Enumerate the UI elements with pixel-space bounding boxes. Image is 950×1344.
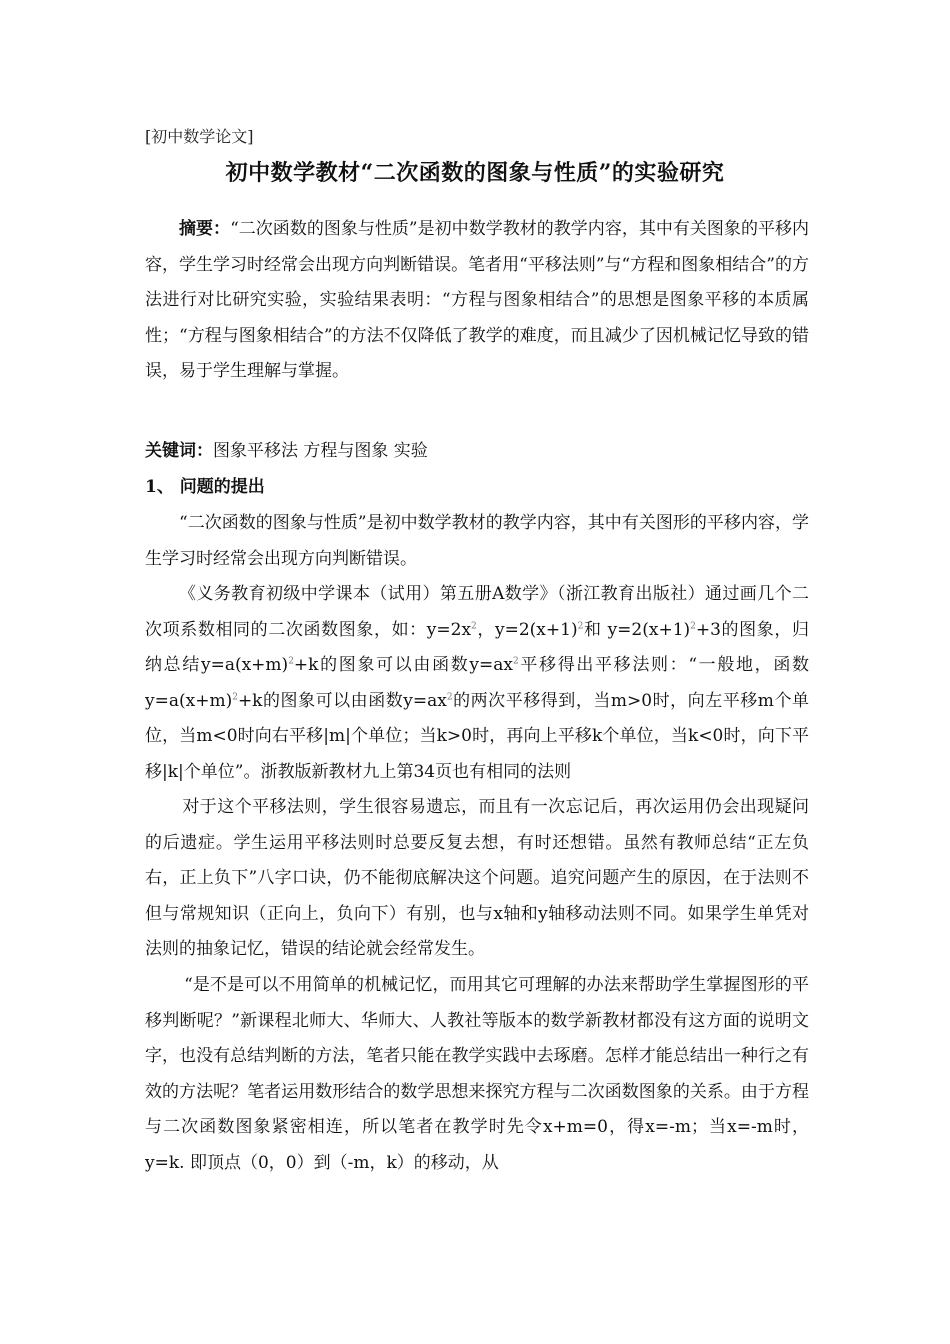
p2-text: +3的图象，归纳总结y=a(x+m): [145, 619, 810, 675]
p2-text: 和 y=2(x+1): [583, 619, 691, 640]
keywords-text: 图象平移法 方程与图象 实验: [213, 441, 428, 461]
keywords-line: [145, 434, 809, 470]
superscript: 2: [512, 656, 519, 667]
keywords-label: 关键词：: [145, 441, 213, 461]
paragraph-1: “二次函数的图象与性质”是初中数学教材的教学内容，其中有关图形的平移内容，学生学习时经常会出现方向判断错误。: [145, 513, 809, 569]
superscript: 2: [471, 620, 477, 631]
section-heading: 1、 问题的提出: [145, 477, 265, 497]
page-title: 初中数学教材“二次函数的图象与性质”的实验研究: [225, 160, 725, 186]
p2-text: ，y=2(x+1): [476, 619, 578, 640]
paragraph-4: “是不是可以不用简单的机械记忆，而用其它可理解的办法来帮助学生掌握图形的平移判断呢？”新课程北师大、华师大、人教社等版本的数学新教材都没有这方面的说明文字，也没有总结判断的方法，笔者只能在教学实践中去琢磨。怎样才能总结出一种行之有效的方法呢？笔者运用数形结合的数学思想来探究方程与二次函数图象的关系。由于方程与二次函数图象紧密相连，所以笔者在教学时先令x+m=0，得x=-m；当x=-m时，y=k. 即顶点（0，0）到（-m，k）的移动，从: [145, 975, 809, 1173]
superscript: 2: [690, 620, 696, 631]
superscript: 2: [288, 656, 294, 667]
superscript: 2: [446, 691, 453, 702]
paragraph-2: [145, 577, 809, 790]
p2-text: 《义务教育初级中学课本（试用）第五册A数学》（浙江教育出版社）通过画几个二次项系数相同的二次函数图象，如：y=2x: [145, 584, 809, 640]
p2-text: 平移得出平移法则：“一般地，函数y=a(x+m): [145, 655, 809, 711]
paragraph-3: 对于这个平移法则，学生很容易遗忘，而且有一次忘记后，再次运用仍会出现疑问的后遗症。学生运用平移法则时总要反复去想，有时还想错。虽然有教师总结“正左负右，正上负下”八字口诀，仍不能彻底解决这个问题。追究问题产生的原因，在于法则不但与常规知识（正向上，负向下）有别，也与x轴和y轴移动法则不同。如果学生单凭对法则的抽象记忆，错误的结论就会经常发生。: [145, 797, 809, 959]
superscript: 2: [232, 691, 238, 702]
p2-text: 的两次平移得到，当m>0时，向左平移m个单位，当m<0时向右平移|m|个单位；当k>0时，再向上平移k个单位，当k<0时，向下平移|k|个单位”。浙教版新教材九上第34页也有相同的法则: [145, 690, 809, 782]
header-tag: [初中数学论文]: [145, 127, 254, 146]
abstract-text: “二次函数的图象与性质”是初中数学教材的教学内容，其中有关图象的平移内容，学生学习时经常会出现方向判断错误。笔者用“平移法则”与“方程和图象相结合”的方法进行对比研究实验，实验结果表明：“方程与图象相结合”的思想是图象平移的本质属性；“方程与图象相结合”的方法不仅降低了教学的难度，而且减少了因机械记忆导致的错误，易于学生理解与掌握。: [145, 219, 810, 381]
abstract-paragraph: [145, 212, 809, 390]
p2-text: +k的图象可以由函数y=ax: [237, 690, 447, 711]
superscript: 2: [577, 620, 584, 631]
p2-text: +k的图象可以由函数y=ax: [293, 655, 513, 675]
abstract-label: 摘要：: [179, 219, 231, 239]
